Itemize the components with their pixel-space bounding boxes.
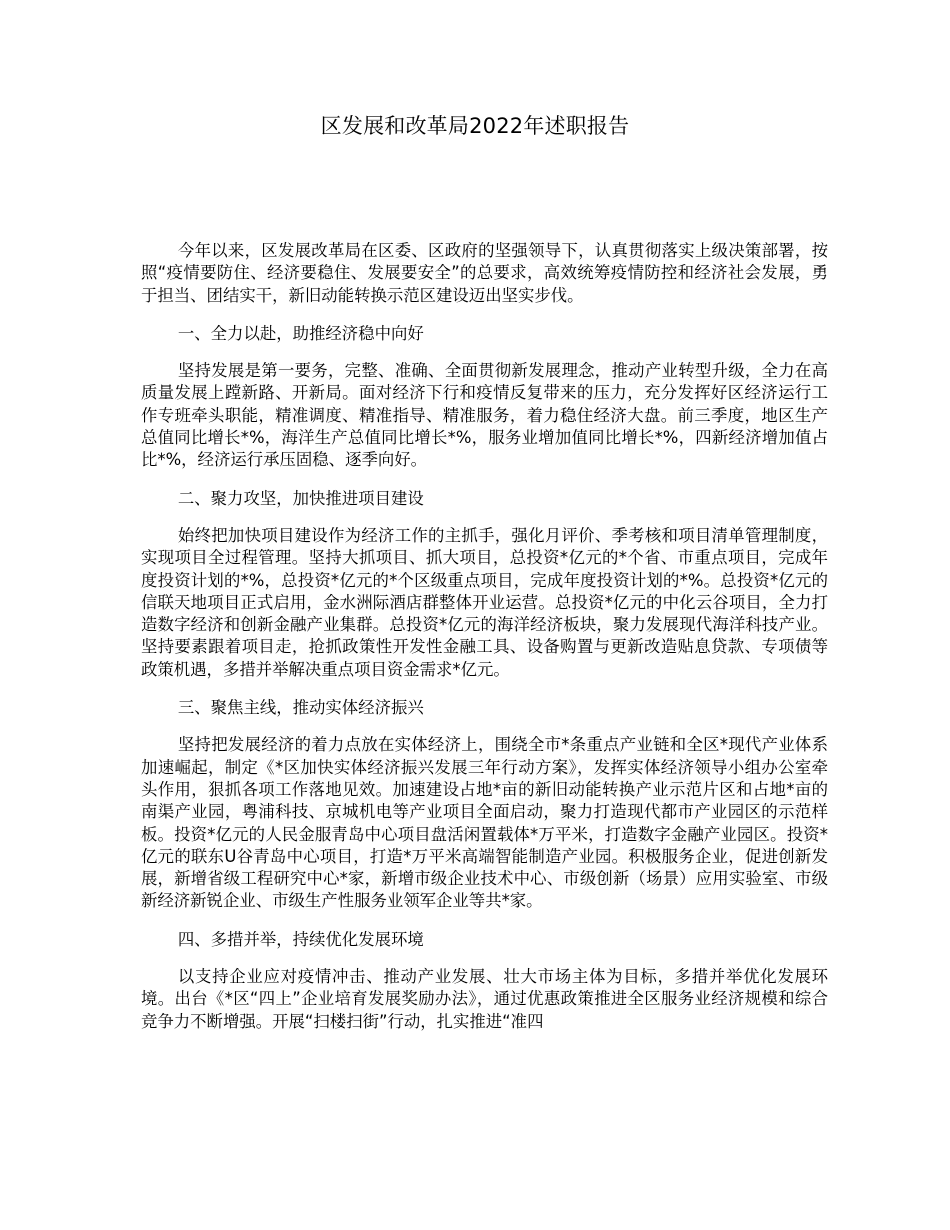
- section-heading-2: 二、聚力攻坚，加快推进项目建设: [177, 488, 424, 508]
- section-heading-4: 四、多措并举，持续优化发展环境: [177, 929, 424, 949]
- section-2-paragraph: 始终把加快项目建设作为经济工作的主抓手，强化月评价、季考核和项目清单管理制度，实现项目全过程管理。坚持大抓项目、抓大项目，总投资*亿元的*个省、市重点项目，完成年度投资计划的*%，总投资*亿元的*个区级重点项目，完成年度投资计划的*%。总投资*亿元的信联天地项目正式启用，金水洲际酒店群整体开业运营。总投资*亿元的中化云谷项目，全力打造数字经济和创新金融产业集群。总投资*亿元的海洋经济板块，聚力发展现代海洋科技产业。坚持要素跟着项目走，抢抓政策性开发性金融工具、设备购置与更新改造贴息贷款、专项债等政策机遇，多措并举解决重点项目资金需求*亿元。: [141, 525, 828, 679]
- section-3-paragraph: 坚持把发展经济的着力点放在实体经济上，围绕全市*条重点产业链和全区*现代产业体系加速崛起，制定《*区加快实体经济振兴发展三年行动方案》，发挥实体经济领导小组办公室牵头作用，狠抓各项工作落地见效。加速建设占地*亩的新旧动能转换产业示范片区和占地*亩的南渠产业园，粤浦科技、京城机电等产业项目全面启动，聚力打造现代都市产业园区的示范样板。投资*亿元的人民金服青岛中心项目盘活闲置载体*万平米，打造数字金融产业园区。投资*亿元的联东U谷青岛中心项目，打造*万平米高端智能制造产业园。积极服务企业，促进创新发展，新增省级工程研究中心*家，新增市级企业技术中心、市级创新（场景）应用实验室、市级新经济新锐企业、市级生产性服务业领军企业等共*家。: [141, 735, 828, 911]
- document-body: [141, 240, 828, 1049]
- section-4-paragraph: 以支持企业应对疫情冲击、推动产业发展、壮大市场主体为目标，多措并举优化发展环境。出台《*区“四上”企业培育发展奖励办法》，通过优惠政策推进全区服务业经济规模和综合竞争力不断增强。开展“扫楼扫街”行动，扎实推进“准四: [141, 967, 828, 1031]
- section-heading-3: 三、聚焦主线，推动实体经济振兴: [177, 698, 424, 718]
- section-heading-1: 一、全力以赴，助推经济稳中向好: [177, 323, 424, 343]
- intro-paragraph: 今年以来，区发展改革局在区委、区政府的坚强领导下，认真贯彻落实上级决策部署，按照“疫情要防住、经济要稳住、发展要安全”的总要求，高效统筹疫情防控和经济社会发展，勇于担当、团结实干，新旧动能转换示范区建设迈出坚实步伐。: [141, 241, 828, 305]
- section-1-paragraph: 坚持发展是第一要务，完整、准确、全面贯彻新发展理念，推动产业转型升级，全力在高质量发展上蹚新路、开新局。面对经济下行和疫情反复带来的压力，充分发挥好区经济运行工作专班牵头职能，精准调度、精准指导、精准服务，着力稳住经济大盘。前三季度，地区生产总值同比增长*%，海洋生产总值同比增长*%，服务业增加值同比增长*%，四新经济增加值占比*%，经济运行承压固稳、逐季向好。: [141, 361, 828, 470]
- document-title: 区发展和改革局2022年述职报告: [320, 114, 630, 138]
